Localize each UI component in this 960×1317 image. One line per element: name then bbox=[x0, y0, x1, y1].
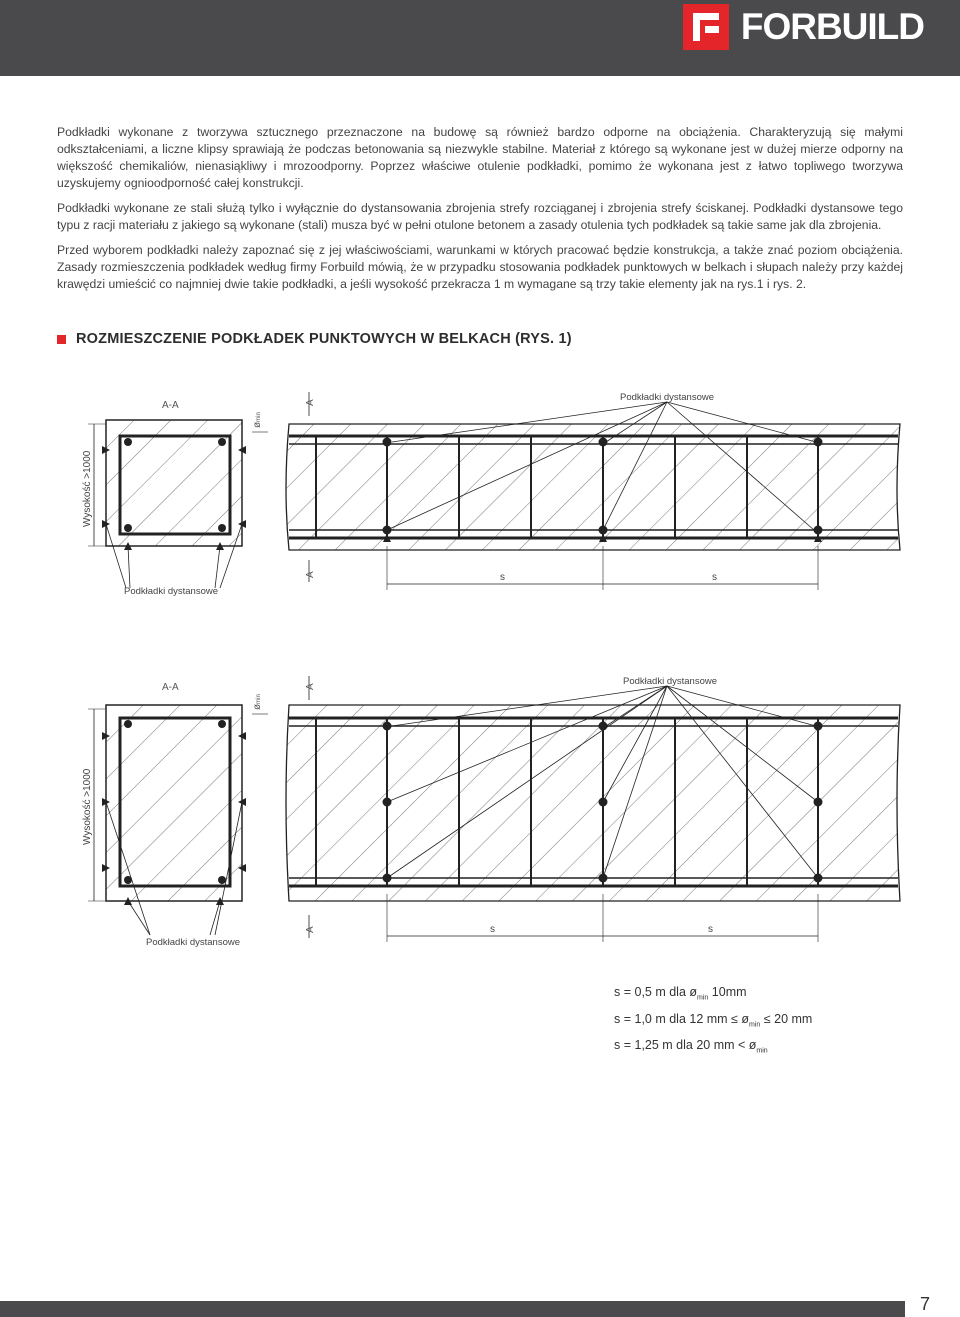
cross-section-lower bbox=[82, 682, 268, 948]
paragraph: Podkładki wykonane z tworzywa sztucznego przeznaczone na budowę są również bardzo odporne na obciążenia. Charakteryzują się małymi odkształceniami, a liczne klipsy sprawiają że podczas betonowania są niezwykle stabilne. Materiał z którego są wykonane jest w dużej mierze odporny na większość chemikaliów, nienasiąkliwy i mrozoodporny. Poprzez właściwe otulenie podkładki, pomimo że wykonana jest z łatwo topliwego tworzywa uzyskujemy ognioodporność całej konstrukcji. bbox=[57, 125, 903, 190]
height-label: Wysokość >1000 bbox=[82, 450, 93, 527]
logo-text: FORBUILD bbox=[740, 6, 924, 47]
upper-drawing bbox=[82, 392, 900, 597]
legend-line: s = 1,0 m dla 12 mm ≤ $ø_{min} \le 20$ mm bbox=[614, 1011, 813, 1028]
cut-label-top: A bbox=[305, 683, 316, 690]
spacers-label-left: Podkładki dystansowe bbox=[124, 586, 218, 597]
section-label: A-A bbox=[162, 400, 179, 411]
diameter-label: ømin bbox=[252, 412, 263, 428]
cross-section-upper bbox=[82, 400, 268, 597]
paragraph: Podkładki wykonane ze stali służą tylko i wyłącznie do dystansowania zbrojenia strefy rozciąganej i zbrojenia strefy ściskanej. Podkładki dystansowe tego typu z racji materiału z jakiego są wykonane (stali) musza być w pełni otulone betonem a zasady otulenia tych podkładek są takie same jak dla zbrojenia. bbox=[57, 201, 903, 232]
spacers-label-top: Podkładki dystansowe bbox=[620, 392, 714, 403]
spacing-legend bbox=[614, 982, 812, 1062]
square-bullet-icon bbox=[57, 335, 66, 344]
beam-elevation-lower bbox=[286, 676, 900, 942]
diameter-label: ømin bbox=[252, 694, 263, 710]
page-number: 7 bbox=[905, 1292, 945, 1317]
logo-icon bbox=[683, 4, 729, 50]
footer-bar bbox=[0, 1301, 905, 1317]
section-title: ROZMIESZCZENIE PODKŁADEK PUNKTOWYCH W BELKACH (RYS. 1) bbox=[76, 331, 572, 347]
cut-label-top: A bbox=[305, 399, 316, 406]
body-text bbox=[57, 124, 903, 301]
cut-label-bottom: A bbox=[305, 571, 316, 578]
page-header bbox=[0, 0, 960, 76]
spacing-label: s bbox=[490, 924, 495, 935]
lower-drawing bbox=[82, 676, 900, 948]
height-label: Wysokość >1000 bbox=[82, 768, 93, 845]
legend-line: s = 0,5 m dla $ø_{min}$ 10mm bbox=[614, 985, 747, 1002]
section-label: A-A bbox=[162, 682, 179, 693]
section-heading bbox=[57, 331, 572, 347]
spacers-label-top: Podkładki dystansowe bbox=[623, 676, 717, 687]
paragraph: Przed wyborem podkładki należy zapoznać się z jej właściwościami, warunkami w których pracować będzie konstrukcja, a także znać poziom obciążenia. Zasady rozmieszczenia podkładek według firmy Forbuild mówią, że w przypadku stosowania podkładek punktowych w belkach i słupach należy przy każdej krawędzi umieścić co najmniej dwie takie podkładki, a jeśli wysokość przekracza 1 m wymagane są trzy takie elementy jak na rys.1 i rys. 2. bbox=[57, 243, 903, 291]
beam-elevation-upper bbox=[286, 392, 900, 590]
beam-spacer-figure bbox=[0, 370, 960, 970]
forbuild-logo bbox=[683, 4, 924, 50]
spacing-label: s bbox=[712, 572, 717, 583]
spacing-label: s bbox=[708, 924, 713, 935]
spacing-label: s bbox=[500, 572, 505, 583]
cut-label-bottom: A bbox=[305, 926, 316, 933]
spacers-label-left: Podkładki dystansowe bbox=[146, 937, 240, 948]
legend-line: s = 1,25 m dla 20 mm < $ø_{min}$ bbox=[614, 1038, 768, 1055]
